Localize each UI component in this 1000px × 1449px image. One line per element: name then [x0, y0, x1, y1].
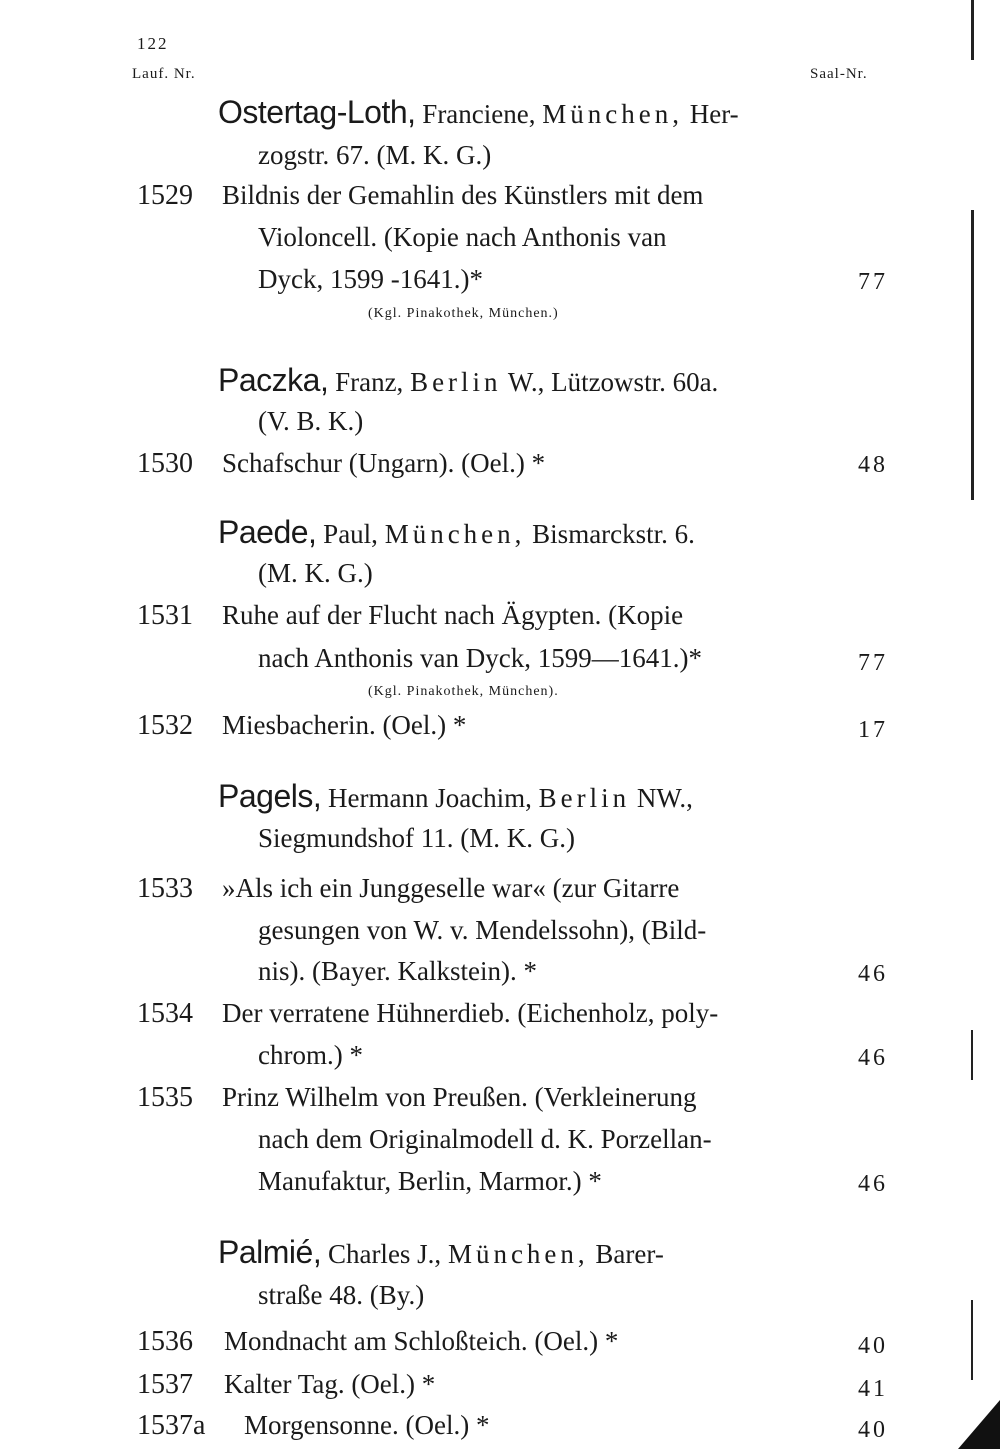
saal-number: 48 — [858, 452, 888, 478]
artwork-title-line: nach dem Originalmodell d. K. Porzellan- — [258, 1124, 712, 1154]
saal-number: 40 — [858, 1417, 888, 1443]
artist-name: Paede, — [218, 514, 317, 550]
scan-edge-mark — [971, 1030, 973, 1080]
scan-edge-mark — [971, 210, 974, 500]
artist-city: Berlin — [410, 367, 502, 397]
catalog-number: 1536 — [137, 1326, 193, 1357]
catalog-number: 1537a — [137, 1410, 206, 1441]
artist-address: W., Lützowstr. 60a. — [507, 367, 719, 397]
catalog-number: 1533 — [137, 873, 193, 904]
artwork-title-line: Violoncell. (Kopie nach Anthonis van — [258, 222, 667, 252]
catalog-number: 1534 — [137, 998, 193, 1029]
saal-number: 41 — [858, 1376, 888, 1402]
catalog-number: 1529 — [137, 180, 193, 211]
saal-number: 46 — [858, 1171, 888, 1197]
page-number: 122 — [137, 34, 169, 53]
artwork-title-line: gesungen von W. v. Mendelssohn), (Bild- — [258, 915, 707, 945]
artist-address: NW., — [636, 783, 693, 813]
catalog-number: 1532 — [137, 710, 193, 741]
saal-number: 46 — [858, 1045, 888, 1071]
artist-first-name: Paul, — [323, 519, 378, 549]
saal-number: 17 — [858, 717, 888, 743]
artwork-title-line: Manufaktur, Berlin, Marmor.) * — [258, 1166, 602, 1196]
saal-number: 40 — [858, 1333, 888, 1359]
artwork-title-line: Bildnis der Gemahlin des Künstlers mit dem — [222, 180, 704, 210]
artwork-title-line: Miesbacherin. (Oel.) * — [222, 710, 467, 740]
scan-edge-mark — [971, 1300, 973, 1380]
collection-note: (Kgl. Pinakothek, München). — [368, 684, 559, 699]
artist-address-line: zogstr. 67. (M. K. G.) — [258, 140, 492, 170]
artist-heading — [218, 780, 693, 812]
artist-heading — [218, 364, 718, 396]
artwork-title-line: chrom.) * — [258, 1040, 363, 1070]
artist-city: Berlin — [538, 783, 631, 813]
collection-note: (Kgl. Pinakothek, München.) — [368, 306, 559, 321]
artist-first-name: Franciene, — [422, 99, 536, 129]
artwork-title-line: Prinz Wilhelm von Preußen. (Verkleinerung — [222, 1082, 697, 1112]
artwork-title-line: Der verratene Hühnerdieb. (Eichenholz, poly- — [222, 998, 719, 1028]
artist-first-name: Charles J., — [327, 1239, 442, 1269]
artist-heading — [218, 1236, 664, 1268]
catalog-number: 1537 — [137, 1369, 193, 1400]
artwork-title-line: Schafschur (Ungarn). (Oel.) * — [222, 448, 546, 478]
artwork-title-line: »Als ich ein Junggeselle war« (zur Gitarre — [222, 873, 680, 903]
artwork-title-line: Morgensonne. (Oel.) * — [244, 1410, 490, 1440]
artist-address: Bismarckstr. 6. — [532, 519, 695, 549]
saal-number: 46 — [858, 961, 888, 987]
artist-heading — [218, 516, 695, 548]
catalog-number: 1535 — [137, 1082, 193, 1113]
artist-address: Barer- — [595, 1239, 664, 1269]
artist-name: Ostertag-Loth, — [218, 94, 416, 130]
artist-address: Her- — [689, 99, 739, 129]
artist-name: Pagels, — [218, 778, 322, 814]
column-header-lauf-nr: Lauf. Nr. — [132, 66, 196, 82]
catalog-number: 1531 — [137, 600, 193, 631]
artist-city: München, — [542, 99, 683, 129]
saal-number: 77 — [858, 269, 888, 295]
column-header-saal-nr: Saal-Nr. — [810, 66, 868, 82]
artist-address-line: Siegmundshof 11. (M. K. G.) — [258, 823, 575, 853]
artist-address-line: (M. K. G.) — [258, 558, 373, 588]
artwork-title-line: Ruhe auf der Flucht nach Ägypten. (Kopie — [222, 600, 684, 630]
artwork-title-line: nis). (Bayer. Kalkstein). * — [258, 956, 537, 986]
artist-address-line: straße 48. (By.) — [258, 1280, 425, 1310]
artwork-title-line: Mondnacht am Schloßteich. (Oel.) * — [224, 1326, 619, 1356]
scan-corner-shadow — [958, 1400, 1000, 1449]
artist-first-name: Franz, — [335, 367, 404, 397]
catalog-number: 1530 — [137, 448, 193, 479]
artist-heading — [218, 96, 739, 128]
artist-city: München, — [447, 1239, 589, 1269]
artist-address-line: (V. B. K.) — [258, 406, 364, 436]
saal-number: 77 — [858, 650, 888, 676]
artist-first-name: Hermann Joachim, — [327, 783, 532, 813]
artist-name: Palmié, — [218, 1234, 322, 1270]
artist-name: Paczka, — [218, 362, 329, 398]
artwork-title-line: nach Anthonis van Dyck, 1599—1641.)* — [258, 643, 702, 673]
artwork-title-line: Dyck, 1599 -1641.)* — [258, 264, 483, 294]
artist-city: München, — [384, 519, 526, 549]
artwork-title-line: Kalter Tag. (Oel.) * — [224, 1369, 436, 1399]
scan-edge-mark — [971, 0, 974, 60]
